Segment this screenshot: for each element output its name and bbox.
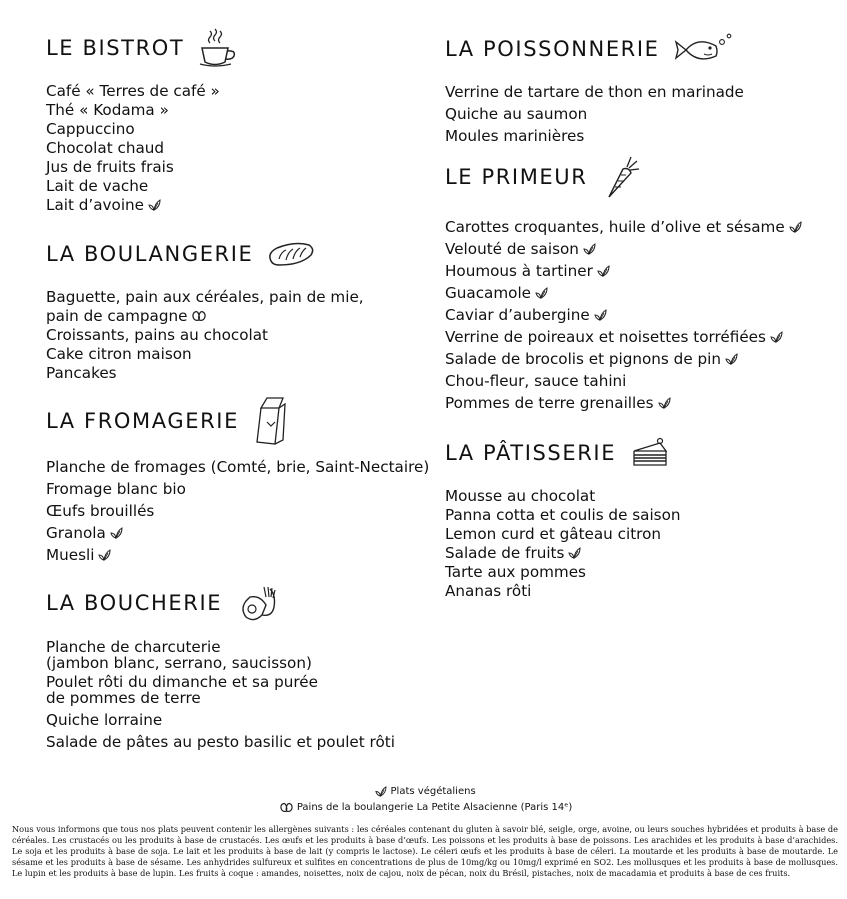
bistrot-item-list [46, 82, 240, 215]
legend-bakery [0, 802, 847, 814]
menu-item: Guacamole [445, 282, 802, 304]
menu-item: Œufs brouillés [46, 502, 155, 520]
menu-item: Verrine de tartare de thon en marinade [445, 83, 744, 101]
menu-item: Quiche lorraine [46, 711, 163, 729]
section-title: LA PÂTISSERIE [445, 441, 617, 465]
section-bistrot-header [46, 28, 240, 68]
vegan-leaf-icon [769, 331, 783, 343]
menu-item: Lait de vache [46, 177, 149, 195]
menu-item: Ananas rôti [445, 582, 532, 600]
menu-item: Chocolat chaud [46, 139, 165, 157]
menu-item: Cappuccino [46, 120, 135, 138]
menu-item: Chou-fleur, sauce tahini [445, 372, 627, 390]
allergen-notice: Nous vous informons que tous nos plats peuvent contenir les allergènes suivants : les céréales contenant du gluten à savoir blé, seigle, orge, avoine, ou leurs souches hybridées et produits à base de céréales. Les crustacés ou les produits à base de crustacés. Les œufs et les produits à base d’œufs. Les poissons et les produits à base de poissons. Les arachides et les produits à base d’arachides. Le soja et les produits à base de soja. Le lait et les produits à base de lait (y compris le lactose). Le céleri œufs et les produits à base de céleri. La moutarde et les produits à base de moutarde. Le sésame et les produits à base de sésame. Les anhydrides sulfureux et sulfites en concentrations de plus de 10mg/kg ou 10mg/l exprimé en SO2. Les mollusques et les produits à base de mollusques. Le lupin et les produits à base de lupin. Les fruits à coque : amandes, noisettes, noix de cajou, noix de pécan, noix du Brésil, pistaches, noix de macadamia et produits à base de ces fruits. [12, 824, 838, 878]
menu-item: pain de campagne [46, 307, 364, 326]
menu-item: Houmous à tartiner [445, 260, 802, 282]
vegan-leaf-icon [147, 199, 161, 211]
menu-item: Quiche au saumon [445, 105, 588, 123]
menu-item: Verrine de poireaux et noisettes torréfiées [445, 326, 802, 348]
menu-item: Panna cotta et coulis de saison [445, 506, 681, 524]
menu-item: Salade de brocolis et pignons de pin [445, 348, 802, 370]
menu-item: Salade de pâtes au pesto basilic et poulet rôti [46, 733, 395, 751]
primeur-item-list [445, 216, 802, 414]
milk-carton-icon [253, 396, 293, 446]
vegan-leaf-icon [596, 265, 610, 277]
menu-item: Poulet rôti du dimanche et sa purée de pommes de terre [46, 673, 318, 707]
menu-item: Lemon curd et gâteau citron [445, 525, 661, 543]
coffee-cup-icon [198, 28, 240, 68]
section-boucherie-header [46, 583, 395, 623]
legend-vegetal-text: Plats végétaliens [390, 786, 476, 797]
menu-item: Croissants, pains au chocolat [46, 326, 268, 344]
section-boulangerie [46, 234, 364, 383]
section-primeur [445, 153, 802, 414]
menu-item: Pommes de terre grenailles [445, 392, 802, 414]
menu-item: Salade de fruits [445, 544, 681, 563]
section-title: LA POISSONNERIE [445, 37, 660, 61]
section-boucherie [46, 583, 395, 753]
menu-item: Fromage blanc bio [46, 480, 186, 498]
menu-item: Tarte aux pommes [445, 563, 586, 581]
menu-item: Pancakes [46, 364, 117, 382]
menu-item: Cake citron maison [46, 345, 192, 363]
menu-item: Moules marinières [445, 127, 585, 145]
vegan-leaf-icon [788, 221, 802, 233]
boulangerie-item-list [46, 288, 364, 383]
menu-item: Caviar d’aubergine [445, 304, 802, 326]
vegan-leaf-icon [724, 353, 738, 365]
menu-item: Lait d’avoine [46, 196, 240, 215]
fromagerie-item-list [46, 456, 429, 566]
cake-icon [630, 437, 670, 469]
pretzel-icon [279, 802, 294, 813]
vegan-leaf-icon [109, 527, 123, 539]
menu-item: Thé « Kodama » [46, 101, 169, 119]
vegan-leaf-icon [567, 547, 581, 559]
section-primeur-header [445, 153, 802, 201]
section-title: LE PRIMEUR [445, 165, 588, 189]
pretzel-icon [191, 310, 207, 322]
section-poissonnerie-header [445, 29, 744, 69]
vegan-leaf-icon [593, 309, 607, 321]
patisserie-item-list [445, 487, 681, 601]
vegan-leaf-icon [374, 786, 387, 797]
vegan-leaf-icon [97, 549, 111, 561]
legend-vegetal [0, 786, 847, 798]
carrot-icon [601, 153, 641, 201]
section-poissonnerie [445, 29, 744, 147]
section-fromagerie [46, 396, 429, 566]
menu-item: Planche de charcuterie (jambon blanc, serrano, saucisson) [46, 638, 312, 672]
section-title: LA BOUCHERIE [46, 591, 223, 615]
menu-item: Jus de fruits frais [46, 158, 174, 176]
section-title: LA FROMAGERIE [46, 409, 239, 433]
bread-icon [267, 239, 315, 269]
menu-item: Muesli [46, 544, 429, 566]
menu-item: Carottes croquantes, huile d’olive et sésame [445, 216, 802, 238]
poissonnerie-item-list [445, 81, 744, 147]
menu-item: Mousse au chocolat [445, 487, 596, 505]
section-bistrot [46, 28, 240, 215]
boucherie-item-list [46, 639, 395, 753]
legend-bakery-text: Pains de la boulangerie La Petite Alsacienne (Paris 14ᵉ) [296, 802, 573, 813]
menu-item: Baguette, pain aux céréales, pain de mie, [46, 288, 364, 306]
ham-icon [236, 583, 280, 623]
menu-item: Planche de fromages (Comté, brie, Saint-Nectaire) [46, 458, 430, 476]
section-title: LE BISTROT [46, 36, 185, 60]
section-fromagerie-header [46, 396, 429, 446]
section-boulangerie-header [46, 234, 364, 274]
vegan-leaf-icon [582, 243, 596, 255]
vegan-leaf-icon [657, 397, 671, 409]
fish-icon [674, 32, 734, 66]
vegan-leaf-icon [534, 287, 548, 299]
section-patisserie [445, 433, 681, 601]
menu-item: Café « Terres de café » [46, 82, 220, 100]
menu-item: Velouté de saison [445, 238, 802, 260]
menu-item: Granola [46, 522, 429, 544]
section-title: LA BOULANGERIE [46, 242, 254, 266]
section-patisserie-header [445, 433, 681, 473]
